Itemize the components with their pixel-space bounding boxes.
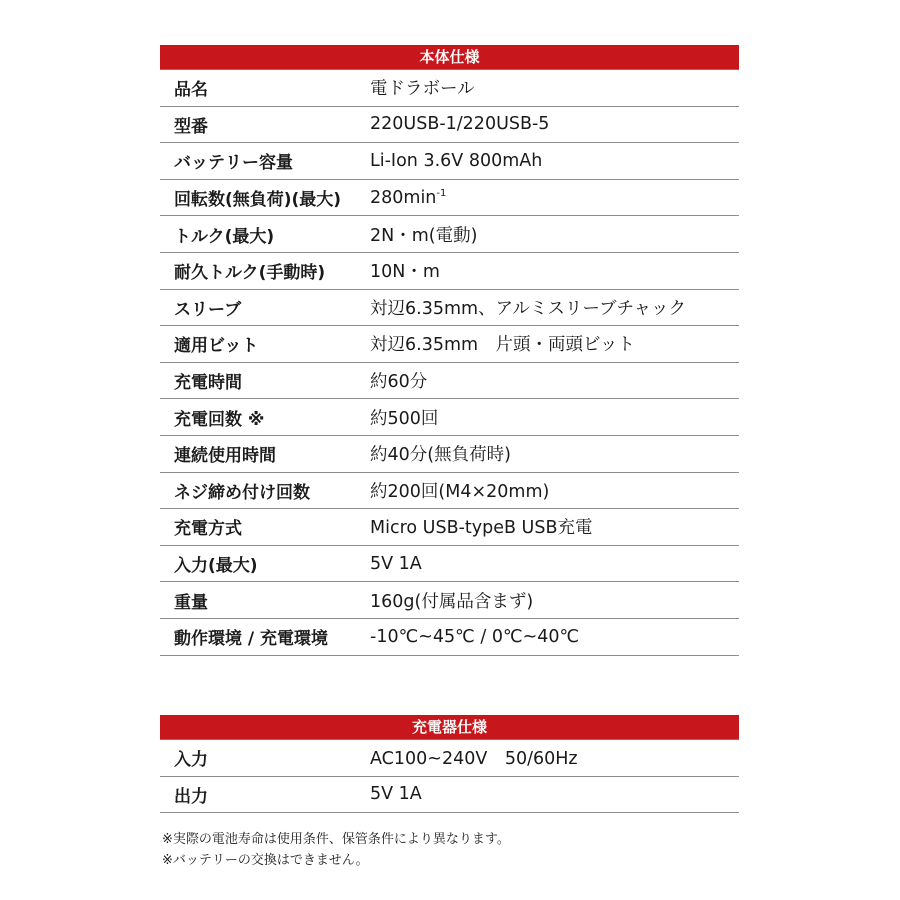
spec-row [160,777,739,814]
spec-value [370,478,739,503]
charger-spec-table [160,715,739,813]
spec-value-text: 約500回 [370,408,439,429]
spec-value-text: 5V 1A [370,784,422,805]
spec-value-text: 対辺6.35mm、アルミスリーブチャック [370,298,686,319]
main-spec-header: 本体仕様 [160,45,739,70]
spec-value-text: 2N・m(電動) [370,225,478,246]
spec-label: 入力 [174,750,208,771]
main-spec-table [160,45,739,656]
spec-value [370,554,739,574]
spec-row [160,180,739,217]
spec-row [160,619,739,656]
spec-row [160,326,739,363]
main-spec-rows [160,70,739,656]
spec-label: 充電方式 [174,519,242,540]
spec-label: 入力(最大) [174,556,258,577]
spec-value [370,745,739,770]
spec-row [160,107,739,144]
spec-row [160,436,739,473]
footnote: ※バッテリーの交換はできません。 [162,853,369,868]
spec-value-text: 10N・m [370,262,440,283]
spec-label: 品名 [174,80,208,101]
charger-spec-header: 充電器仕様 [160,715,739,740]
spec-row [160,143,739,180]
spec-value-text: 160g(付属品含まず) [370,591,534,612]
spec-label: 動作環境 / 充電環境 [174,629,329,650]
spec-label: 型番 [174,116,208,137]
spec-row [160,216,739,253]
spec-label: 出力 [174,786,208,807]
spec-label: 充電回数 ※ [174,409,265,430]
spec-value [370,331,739,356]
spec-label: トルク(最大) [174,226,275,247]
spec-row [160,546,739,583]
spec-value-text: 220USB-1/220USB-5 [370,114,550,135]
spec-value-text: 電ドラボール [370,79,475,100]
spec-value [370,627,739,647]
spec-value-text: -10℃~45℃ / 0℃~40℃ [370,626,580,647]
spec-row [160,399,739,436]
spec-value [370,258,739,283]
spec-value [370,222,739,247]
spec-label: 適用ビット [174,336,259,357]
spec-value [370,151,739,171]
spec-value-text: Li-Ion 3.6V 800mAh [370,150,543,171]
spec-row [160,70,739,107]
spec-row [160,253,739,290]
spec-row [160,290,739,327]
spec-row [160,473,739,510]
spec-value-text: AC100~240V 50/60Hz [370,749,578,770]
spec-value [370,295,739,320]
spec-value-text: 280min [370,187,437,208]
spec-value [370,75,739,100]
spec-value [370,588,739,613]
spec-label: バッテリー容量 [174,153,293,174]
charger-spec-rows [160,740,739,813]
spec-value-text: 約40分(無負荷時) [370,445,511,466]
spec-label: 充電時間 [174,373,242,394]
spec-value [370,114,739,134]
spec-row [160,363,739,400]
spec-label: スリーブ [174,299,242,320]
spec-label: 連続使用時間 [174,446,276,467]
spec-value [370,441,739,466]
spec-row [160,582,739,619]
spec-value-superscript: -1 [436,187,447,199]
spec-label: 耐久トルク(手動時) [174,263,326,284]
spec-label: ネジ締め付け回数 [174,482,310,503]
spec-row [160,509,739,546]
spec-value-text: 対辺6.35mm 片頭・両頭ビット [370,335,635,356]
spec-value [370,188,739,208]
spec-label: 回転数(無負荷)(最大) [174,190,342,211]
spec-value [370,784,739,804]
spec-value-text: Micro USB-typeB USB充電 [370,518,593,539]
spec-value [370,405,739,430]
spec-value [370,368,739,393]
spec-label: 重量 [174,592,208,613]
spec-value-text: 約200回(M4×20mm) [370,481,550,502]
footnote: ※実際の電池寿命は使用条件、保管条件により異なります。 [162,832,510,847]
spec-value-text: 約60分 [370,372,428,393]
spec-value-text: 5V 1A [370,553,422,574]
spec-value [370,514,739,539]
footnotes [162,829,510,871]
spec-row [160,740,739,777]
